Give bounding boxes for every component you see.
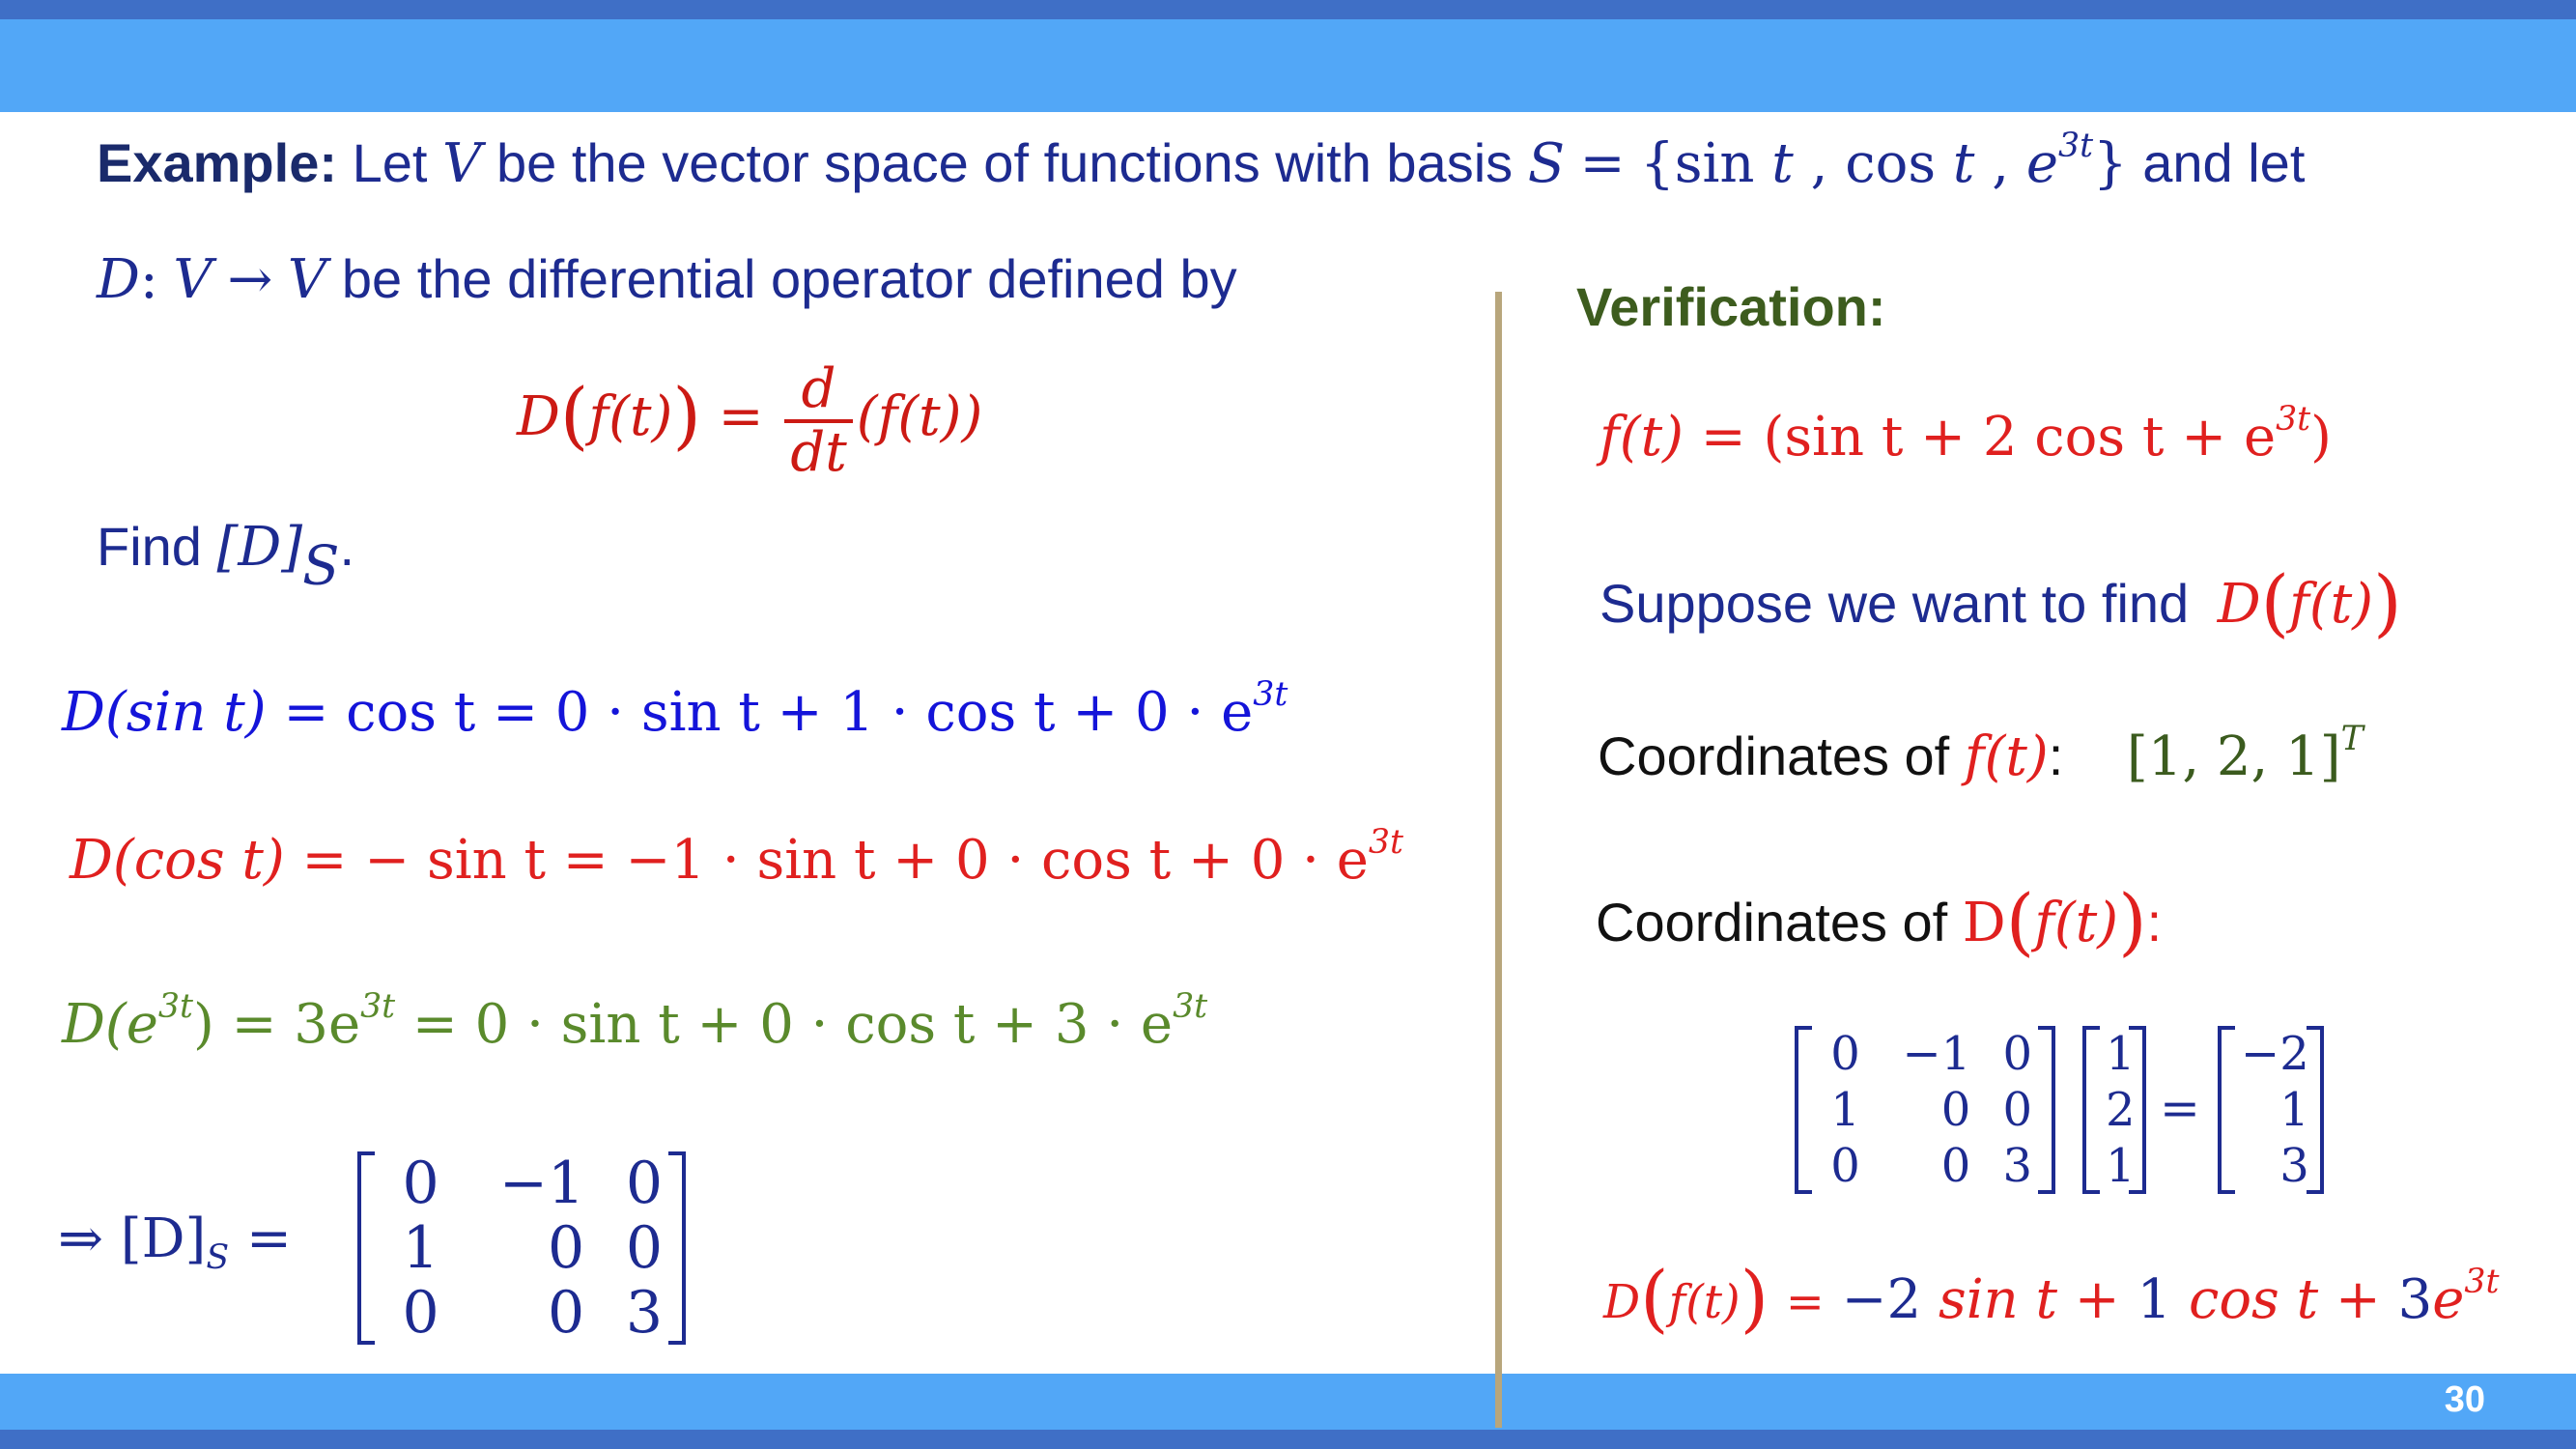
- matrix-cell: 0: [2002, 1027, 2032, 1081]
- matrix-cell: −1: [498, 1150, 585, 1218]
- matrix-cell: 0: [1830, 1139, 1860, 1193]
- operator-line: D: V → V be the differential operator defined by: [97, 248, 1237, 311]
- matrix-cell: 0: [625, 1213, 663, 1282]
- basis-set: {sin t , cos t , $e^{3t}$}: [1640, 126, 2128, 195]
- matrix-cell: 2: [2106, 1083, 2136, 1137]
- example-label: Example:: [97, 132, 337, 193]
- verification-label: Verification:: [1576, 276, 1886, 337]
- matrix-cell: 3: [2279, 1139, 2309, 1193]
- equation-exp: $D(e^{3t}) = 3e^{3t} = 0 \cdot \sin t + 0 \cdot \cos t + 3 \cdot e^{3t}$: [62, 986, 1208, 1056]
- example-intro-line: [97, 126, 2306, 195]
- result-matrix: [357, 1151, 686, 1345]
- intro-eq: =: [1579, 132, 1626, 195]
- coords-f-line: Coordinates of f(t): [1, 2, 1]$^T$: [1598, 719, 2364, 788]
- matrix-cell: 1: [2106, 1139, 2136, 1193]
- matrix-cell: 0: [1830, 1027, 1860, 1081]
- matrix-cell: −1: [1902, 1027, 1971, 1081]
- matrix-cell: 0: [1940, 1083, 1971, 1137]
- mult-result: [2218, 1026, 2324, 1194]
- operator-text: be the differential operator defined by: [341, 248, 1237, 309]
- equation-sin: D(sin $t) = \cos t = 0 \cdot \sin t + 1 \cdot \cos t + 0 \cdot e^{3t}$: [62, 674, 1288, 744]
- operator-definition: D(f(t)) = $\frac{d}{dt}$ (f(t)): [517, 357, 983, 484]
- find-line: Find $[D]_S$.: [97, 516, 355, 598]
- mult-matrix: [1795, 1026, 2055, 1194]
- matrix-cell: 0: [402, 1278, 439, 1347]
- column-divider: [1495, 292, 1502, 1428]
- matrix-cell: 0: [402, 1150, 439, 1218]
- intro-text-3: and let: [2142, 132, 2306, 193]
- intro-text-2: be the vector space of functions with basis: [496, 132, 1514, 193]
- intro-V: V: [441, 132, 482, 195]
- matrix-cell: 1: [1830, 1083, 1860, 1137]
- bottom-banner: [0, 1374, 2576, 1449]
- matrix-cell: 0: [548, 1213, 585, 1282]
- matrix-cell: 3: [2002, 1139, 2032, 1193]
- derivative-fraction: $\frac{d}{dt}$: [784, 359, 852, 482]
- matrix-cell: 0: [1940, 1139, 1971, 1193]
- matrix-cell: 1: [402, 1213, 439, 1282]
- mult-equals: =: [2160, 1080, 2200, 1136]
- matrix-cell: 1: [2106, 1027, 2136, 1081]
- intro-text-1: Let: [352, 132, 428, 193]
- matrix-cell: 0: [625, 1150, 663, 1218]
- result-label: ⇒ $[D]_S$ =: [58, 1208, 292, 1278]
- matrix-cell: 1: [2279, 1083, 2309, 1137]
- intro-S: S: [1527, 132, 1566, 195]
- f-definition: f(t) = (sin t + 2 $\cos t + e^{3t}$): [1599, 399, 2332, 469]
- final-expression: D(f(t)) = −2 sin t + 1 $\cos t + 3e^{3t}$: [1603, 1256, 2500, 1341]
- mult-vector: [2082, 1026, 2146, 1194]
- suppose-line: Suppose we want to find D(f(t)): [1599, 560, 2402, 645]
- top-banner: [0, 0, 2576, 112]
- matrix-cell: 3: [625, 1278, 663, 1347]
- coords-Df-line: Coordinates of D(f(t)):: [1596, 879, 2163, 964]
- matrix-cell: 0: [2002, 1083, 2032, 1137]
- matrix-cell: −2: [2241, 1027, 2309, 1081]
- matrix-cell: 0: [548, 1278, 585, 1347]
- equation-cos: D(cos t) = − $\sin t = -1 \cdot \sin t + 0 \cdot \cos t + 0 \cdot e^{3t}$: [70, 822, 1403, 892]
- page-number: 30: [2444, 1379, 2485, 1420]
